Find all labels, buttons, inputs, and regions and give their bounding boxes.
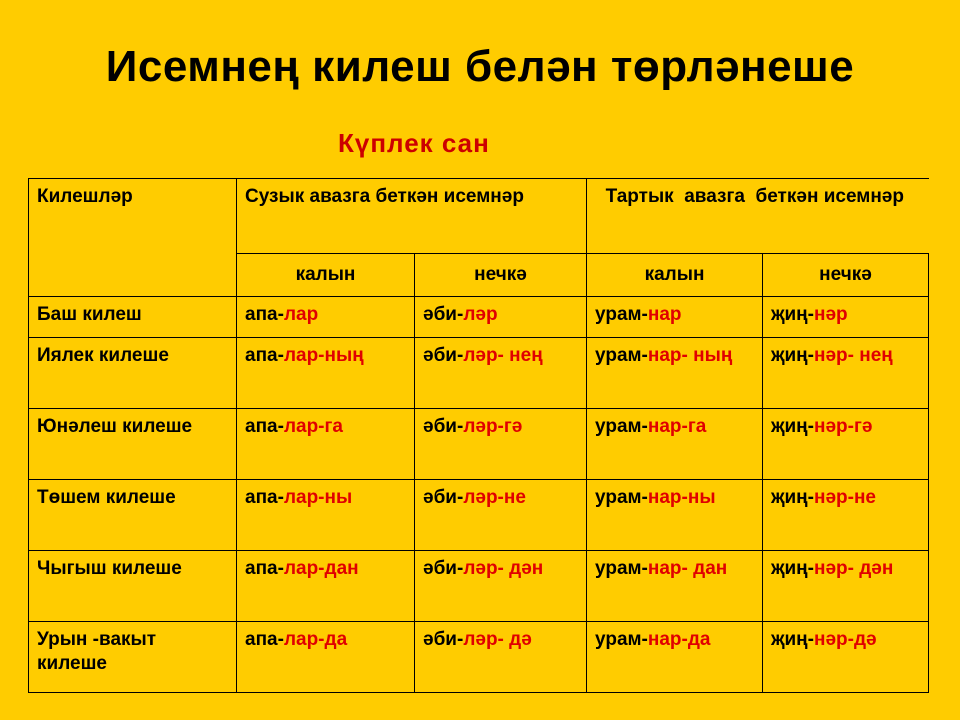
form-cell <box>237 551 415 622</box>
word-stem: апа- <box>245 629 284 650</box>
case-suffix: нәр-не <box>813 487 877 508</box>
word-stem: җиң- <box>771 304 814 325</box>
case-suffix: лар <box>283 304 319 325</box>
table-row <box>29 338 929 409</box>
case-suffix: нар- ның <box>647 345 733 366</box>
form-cell <box>237 409 415 480</box>
case-name: Урын -вакыт килеше <box>29 622 237 693</box>
table-row <box>29 551 929 622</box>
word-stem: урам- <box>595 487 648 508</box>
header-consonant: Тартык авазга беткән исемнәр <box>587 179 929 254</box>
case-suffix: лар-ның <box>283 345 364 366</box>
subheader-soft: нечкә <box>415 254 587 297</box>
word-stem: әби- <box>423 345 464 366</box>
word-stem: урам- <box>595 558 648 579</box>
form-cell <box>415 622 587 693</box>
table-row <box>29 480 929 551</box>
case-suffix: нәр-гә <box>813 416 873 437</box>
word-stem: апа- <box>245 304 284 325</box>
form-cell <box>763 409 929 480</box>
form-cell <box>415 338 587 409</box>
case-suffix: нар-да <box>647 629 711 650</box>
form-cell <box>587 297 763 338</box>
case-name: Юнәлеш килеше <box>29 409 237 480</box>
word-stem: әби- <box>423 304 464 325</box>
word-stem: урам- <box>595 416 648 437</box>
subtitle: Күплек сан <box>338 128 490 158</box>
case-suffix: лар-дан <box>283 558 359 579</box>
word-stem: җиң- <box>771 629 814 650</box>
case-name: Чыгыш килеше <box>29 551 237 622</box>
case-suffix: нәр <box>813 304 848 325</box>
case-suffix: лар-да <box>283 629 348 650</box>
word-stem: урам- <box>595 629 648 650</box>
subheader-hard: калын <box>237 254 415 297</box>
table-row <box>29 622 929 693</box>
case-name: Иялек килеше <box>29 338 237 409</box>
case-suffix: нәр-дә <box>813 629 877 650</box>
form-cell <box>587 622 763 693</box>
word-stem: җиң- <box>771 345 814 366</box>
case-suffix: ләр- дә <box>463 629 532 650</box>
form-cell <box>415 551 587 622</box>
form-cell <box>587 480 763 551</box>
word-stem: апа- <box>245 487 284 508</box>
case-suffix: ләр- нең <box>463 345 543 366</box>
form-cell <box>763 297 929 338</box>
header-voiced: Сузык авазга беткән исемнәр <box>237 179 587 254</box>
case-suffix: ләр- дән <box>463 558 544 579</box>
table-row <box>29 409 929 480</box>
page-title: Исемнең килеш белән төрләнеше <box>105 42 855 91</box>
form-cell <box>415 409 587 480</box>
form-cell <box>237 338 415 409</box>
word-stem: әби- <box>423 487 464 508</box>
case-suffix: нәр- дән <box>813 558 894 579</box>
word-stem: урам- <box>595 304 648 325</box>
word-stem: әби- <box>423 558 464 579</box>
case-suffix: нар- дан <box>647 558 728 579</box>
table-row <box>29 297 929 338</box>
subheader-hard: калын <box>587 254 763 297</box>
subheader-soft: нечкә <box>763 254 929 297</box>
case-suffix: лар-га <box>283 416 343 437</box>
word-stem: апа- <box>245 345 284 366</box>
case-suffix: нәр- нең <box>813 345 893 366</box>
case-suffix: нар <box>647 304 682 325</box>
case-suffix: ләр-не <box>463 487 526 508</box>
form-cell <box>763 480 929 551</box>
word-stem: җиң- <box>771 558 814 579</box>
form-cell <box>415 297 587 338</box>
form-cell <box>237 622 415 693</box>
word-stem: апа- <box>245 416 284 437</box>
form-cell <box>237 297 415 338</box>
word-stem: апа- <box>245 558 284 579</box>
form-cell <box>763 338 929 409</box>
word-stem: җиң- <box>771 416 814 437</box>
word-stem: урам- <box>595 345 648 366</box>
case-suffix: ләр <box>463 304 498 325</box>
case-suffix: нар-ны <box>647 487 716 508</box>
form-cell <box>587 409 763 480</box>
form-cell <box>237 480 415 551</box>
form-cell <box>763 551 929 622</box>
header-case: Килешләр <box>29 179 237 297</box>
form-cell <box>415 480 587 551</box>
case-name: Төшем килеше <box>29 480 237 551</box>
case-suffix: лар-ны <box>283 487 353 508</box>
word-stem: җиң- <box>771 487 814 508</box>
case-suffix: ләр-гә <box>463 416 523 437</box>
form-cell <box>763 622 929 693</box>
word-stem: әби- <box>423 629 464 650</box>
declension-table <box>28 178 929 693</box>
header-row <box>29 179 929 254</box>
case-name: Баш килеш <box>29 297 237 338</box>
form-cell <box>587 338 763 409</box>
form-cell <box>587 551 763 622</box>
word-stem: әби- <box>423 416 464 437</box>
case-suffix: нар-га <box>647 416 707 437</box>
